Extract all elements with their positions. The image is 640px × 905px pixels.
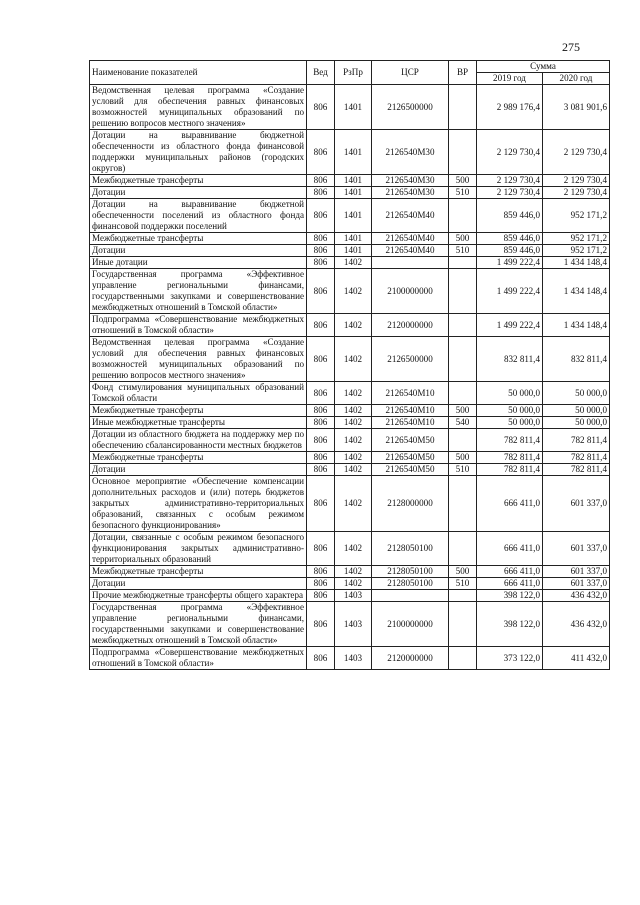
table-row xyxy=(90,647,610,670)
row-rzpr: 1401 xyxy=(335,130,372,175)
row-ved: 806 xyxy=(307,337,335,382)
row-rzpr: 1402 xyxy=(335,578,372,590)
row-vr xyxy=(449,429,477,452)
budget-table xyxy=(89,60,610,670)
row-sum-2020: 952 171,2 xyxy=(543,245,610,257)
row-csr: 2126540М10 xyxy=(372,405,449,417)
row-name: Межбюджетные трансферты xyxy=(90,405,307,417)
table-row xyxy=(90,257,610,269)
row-csr: 2120000000 xyxy=(372,314,449,337)
row-ved: 806 xyxy=(307,257,335,269)
row-name: Дотации, связанные с особым режимом безопасного функционирования закрытых административно-территориальных образований xyxy=(90,532,307,566)
row-sum-2020: 782 811,4 xyxy=(543,429,610,452)
header-ved: Вед xyxy=(307,61,335,85)
row-vr: 510 xyxy=(449,187,477,199)
row-ved: 806 xyxy=(307,245,335,257)
row-sum-2020: 436 432,0 xyxy=(543,590,610,602)
row-sum-2020: 50 000,0 xyxy=(543,382,610,405)
row-sum-2019: 859 446,0 xyxy=(477,245,543,257)
row-name: Дотации на выравнивание бюджетной обеспеченности из областного фонда финансовой поддержки муниципальных районов (городских округов) xyxy=(90,130,307,175)
row-vr: 500 xyxy=(449,452,477,464)
table-row xyxy=(90,199,610,233)
table-row xyxy=(90,233,610,245)
row-rzpr: 1402 xyxy=(335,405,372,417)
header-rzpr: РзПр xyxy=(335,61,372,85)
row-csr: 2126540М30 xyxy=(372,175,449,187)
row-sum-2020: 1 434 148,4 xyxy=(543,257,610,269)
row-csr xyxy=(372,590,449,602)
row-csr: 2126540М40 xyxy=(372,233,449,245)
row-sum-2020: 952 171,2 xyxy=(543,199,610,233)
row-ved: 806 xyxy=(307,85,335,130)
table-row xyxy=(90,382,610,405)
row-sum-2019: 50 000,0 xyxy=(477,405,543,417)
row-rzpr: 1402 xyxy=(335,314,372,337)
row-sum-2019: 2 989 176,4 xyxy=(477,85,543,130)
row-vr: 500 xyxy=(449,566,477,578)
row-name: Фонд стимулирования муниципальных образований Томской области xyxy=(90,382,307,405)
table-row xyxy=(90,602,610,647)
row-csr: 2126540М40 xyxy=(372,199,449,233)
row-vr xyxy=(449,647,477,670)
row-vr xyxy=(449,337,477,382)
table-row xyxy=(90,175,610,187)
row-rzpr: 1401 xyxy=(335,175,372,187)
row-name: Прочие межбюджетные трансферты общего характера xyxy=(90,590,307,602)
row-ved: 806 xyxy=(307,566,335,578)
row-ved: 806 xyxy=(307,476,335,532)
row-sum-2019: 782 811,4 xyxy=(477,429,543,452)
table-row xyxy=(90,337,610,382)
table-row xyxy=(90,269,610,314)
row-sum-2019: 2 129 730,4 xyxy=(477,130,543,175)
row-sum-2020: 601 337,0 xyxy=(543,566,610,578)
row-rzpr: 1402 xyxy=(335,429,372,452)
table-row xyxy=(90,85,610,130)
row-name: Межбюджетные трансферты xyxy=(90,452,307,464)
row-ved: 806 xyxy=(307,464,335,476)
row-sum-2020: 50 000,0 xyxy=(543,417,610,429)
table-row xyxy=(90,187,610,199)
row-name: Дотации xyxy=(90,464,307,476)
row-name: Межбюджетные трансферты xyxy=(90,175,307,187)
row-csr: 2126540М50 xyxy=(372,429,449,452)
row-sum-2019: 859 446,0 xyxy=(477,233,543,245)
row-ved: 806 xyxy=(307,175,335,187)
row-vr xyxy=(449,476,477,532)
row-vr xyxy=(449,602,477,647)
row-name: Дотации xyxy=(90,245,307,257)
header-sum: Сумма xyxy=(477,61,610,73)
row-name: Ведомственная целевая программа «Создание условий для обеспечения равных финансовых возможностей муниципальных образований по решению вопросов местного значения» xyxy=(90,337,307,382)
row-sum-2020: 782 811,4 xyxy=(543,452,610,464)
row-vr: 510 xyxy=(449,578,477,590)
row-csr: 2126540М40 xyxy=(372,245,449,257)
row-sum-2020: 601 337,0 xyxy=(543,578,610,590)
header-year-2020: 2020 год xyxy=(543,73,610,85)
row-ved: 806 xyxy=(307,647,335,670)
row-rzpr: 1403 xyxy=(335,602,372,647)
row-csr: 2128050100 xyxy=(372,566,449,578)
row-sum-2019: 398 122,0 xyxy=(477,590,543,602)
table-row xyxy=(90,476,610,532)
row-sum-2019: 782 811,4 xyxy=(477,464,543,476)
row-ved: 806 xyxy=(307,590,335,602)
row-rzpr: 1402 xyxy=(335,269,372,314)
table-row xyxy=(90,130,610,175)
row-name: Подпрограмма «Совершенствование межбюджетных отношений в Томской области» xyxy=(90,647,307,670)
row-csr: 2120000000 xyxy=(372,647,449,670)
row-csr xyxy=(372,257,449,269)
row-sum-2019: 782 811,4 xyxy=(477,452,543,464)
row-rzpr: 1401 xyxy=(335,233,372,245)
row-sum-2020: 832 811,4 xyxy=(543,337,610,382)
row-sum-2019: 2 129 730,4 xyxy=(477,175,543,187)
row-ved: 806 xyxy=(307,130,335,175)
row-ved: 806 xyxy=(307,429,335,452)
row-rzpr: 1402 xyxy=(335,417,372,429)
row-csr: 2126540М30 xyxy=(372,130,449,175)
row-name: Дотации xyxy=(90,187,307,199)
row-sum-2019: 666 411,0 xyxy=(477,476,543,532)
row-sum-2019: 1 499 222,4 xyxy=(477,257,543,269)
row-name: Государственная программа «Эффективное управление региональными финансами, государственными закупками и совершенствование межбюджетных отношений в Томской области» xyxy=(90,269,307,314)
row-vr xyxy=(449,85,477,130)
row-csr: 2100000000 xyxy=(372,269,449,314)
row-ved: 806 xyxy=(307,532,335,566)
row-csr: 2128000000 xyxy=(372,476,449,532)
row-name: Ведомственная целевая программа «Создание условий для обеспечения равных финансовых возможностей муниципальных образований по решению вопросов местного значения» xyxy=(90,85,307,130)
row-ved: 806 xyxy=(307,602,335,647)
row-rzpr: 1402 xyxy=(335,532,372,566)
row-vr: 540 xyxy=(449,417,477,429)
row-sum-2020: 952 171,2 xyxy=(543,233,610,245)
table-row xyxy=(90,566,610,578)
row-name: Иные дотации xyxy=(90,257,307,269)
row-ved: 806 xyxy=(307,417,335,429)
row-name: Межбюджетные трансферты xyxy=(90,233,307,245)
row-ved: 806 xyxy=(307,314,335,337)
row-name: Государственная программа «Эффективное управление региональными финансами, государственными закупками и совершенствование межбюджетных отношений в Томской области» xyxy=(90,602,307,647)
row-csr: 2126540М10 xyxy=(372,382,449,405)
row-name: Дотации из областного бюджета на поддержку мер по обеспечению сбалансированности местных бюджетов xyxy=(90,429,307,452)
row-csr: 2126500000 xyxy=(372,337,449,382)
row-sum-2019: 50 000,0 xyxy=(477,382,543,405)
table-row xyxy=(90,429,610,452)
row-csr: 2126540М50 xyxy=(372,464,449,476)
row-sum-2020: 1 434 148,4 xyxy=(543,314,610,337)
row-sum-2020: 436 432,0 xyxy=(543,602,610,647)
row-rzpr: 1402 xyxy=(335,566,372,578)
row-rzpr: 1402 xyxy=(335,337,372,382)
row-vr: 510 xyxy=(449,464,477,476)
row-ved: 806 xyxy=(307,382,335,405)
row-ved: 806 xyxy=(307,269,335,314)
row-rzpr: 1401 xyxy=(335,199,372,233)
row-name: Иные межбюджетные трансферты xyxy=(90,417,307,429)
row-sum-2020: 50 000,0 xyxy=(543,405,610,417)
row-sum-2019: 1 499 222,4 xyxy=(477,269,543,314)
row-csr: 2128050100 xyxy=(372,532,449,566)
row-vr xyxy=(449,257,477,269)
row-csr: 2128050100 xyxy=(372,578,449,590)
row-vr xyxy=(449,532,477,566)
header-year-2019: 2019 год xyxy=(477,73,543,85)
table-row xyxy=(90,417,610,429)
row-rzpr: 1402 xyxy=(335,464,372,476)
row-sum-2019: 2 129 730,4 xyxy=(477,187,543,199)
row-rzpr: 1403 xyxy=(335,647,372,670)
row-sum-2019: 398 122,0 xyxy=(477,602,543,647)
row-sum-2019: 373 122,0 xyxy=(477,647,543,670)
row-sum-2020: 601 337,0 xyxy=(543,532,610,566)
row-ved: 806 xyxy=(307,199,335,233)
row-sum-2020: 782 811,4 xyxy=(543,464,610,476)
row-rzpr: 1402 xyxy=(335,452,372,464)
row-vr: 510 xyxy=(449,245,477,257)
row-rzpr: 1401 xyxy=(335,187,372,199)
row-rzpr: 1402 xyxy=(335,257,372,269)
row-sum-2020: 2 129 730,4 xyxy=(543,175,610,187)
row-name: Подпрограмма «Совершенствование межбюджетных отношений в Томской области» xyxy=(90,314,307,337)
row-rzpr: 1402 xyxy=(335,476,372,532)
row-ved: 806 xyxy=(307,187,335,199)
table-row xyxy=(90,532,610,566)
row-vr: 500 xyxy=(449,233,477,245)
header-vr: ВР xyxy=(449,61,477,85)
header-csr: ЦСР xyxy=(372,61,449,85)
table-row xyxy=(90,314,610,337)
table-header xyxy=(90,61,610,85)
row-name: Межбюджетные трансферты xyxy=(90,566,307,578)
table-row xyxy=(90,245,610,257)
row-vr xyxy=(449,199,477,233)
row-sum-2019: 1 499 222,4 xyxy=(477,314,543,337)
row-sum-2019: 666 411,0 xyxy=(477,578,543,590)
row-vr xyxy=(449,269,477,314)
row-ved: 806 xyxy=(307,452,335,464)
row-vr xyxy=(449,590,477,602)
row-sum-2019: 50 000,0 xyxy=(477,417,543,429)
table-body xyxy=(90,85,610,670)
row-ved: 806 xyxy=(307,578,335,590)
row-ved: 806 xyxy=(307,405,335,417)
row-sum-2020: 2 129 730,4 xyxy=(543,130,610,175)
row-vr xyxy=(449,130,477,175)
table-row xyxy=(90,405,610,417)
row-name: Дотации на выравнивание бюджетной обеспеченности поселений из областного фонда финансовой поддержки поселений xyxy=(90,199,307,233)
row-sum-2020: 3 081 901,6 xyxy=(543,85,610,130)
row-csr: 2126540М50 xyxy=(372,452,449,464)
row-csr: 2126500000 xyxy=(372,85,449,130)
row-vr: 500 xyxy=(449,405,477,417)
row-vr xyxy=(449,314,477,337)
row-rzpr: 1401 xyxy=(335,85,372,130)
row-sum-2020: 1 434 148,4 xyxy=(543,269,610,314)
row-csr: 2126540М10 xyxy=(372,417,449,429)
row-csr: 2100000000 xyxy=(372,602,449,647)
row-name: Основное мероприятие «Обеспечение компенсации дополнительных расходов и (или) потерь бюджетов закрытых административно-территориальных образований, связанных с особым режимом безопасного функционирования» xyxy=(90,476,307,532)
row-sum-2019: 666 411,0 xyxy=(477,566,543,578)
table-row xyxy=(90,578,610,590)
row-sum-2020: 601 337,0 xyxy=(543,476,610,532)
row-vr: 500 xyxy=(449,175,477,187)
table-row xyxy=(90,590,610,602)
row-sum-2020: 411 432,0 xyxy=(543,647,610,670)
row-sum-2019: 832 811,4 xyxy=(477,337,543,382)
table-row xyxy=(90,452,610,464)
table-row xyxy=(90,464,610,476)
row-name: Дотации xyxy=(90,578,307,590)
row-vr xyxy=(449,382,477,405)
page-number: 275 xyxy=(562,40,580,54)
row-rzpr: 1401 xyxy=(335,245,372,257)
header-name: Наименование показателей xyxy=(90,61,307,85)
row-sum-2019: 666 411,0 xyxy=(477,532,543,566)
row-csr: 2126540М30 xyxy=(372,187,449,199)
row-rzpr: 1402 xyxy=(335,382,372,405)
row-sum-2020: 2 129 730,4 xyxy=(543,187,610,199)
row-rzpr: 1403 xyxy=(335,590,372,602)
row-ved: 806 xyxy=(307,233,335,245)
row-sum-2019: 859 446,0 xyxy=(477,199,543,233)
